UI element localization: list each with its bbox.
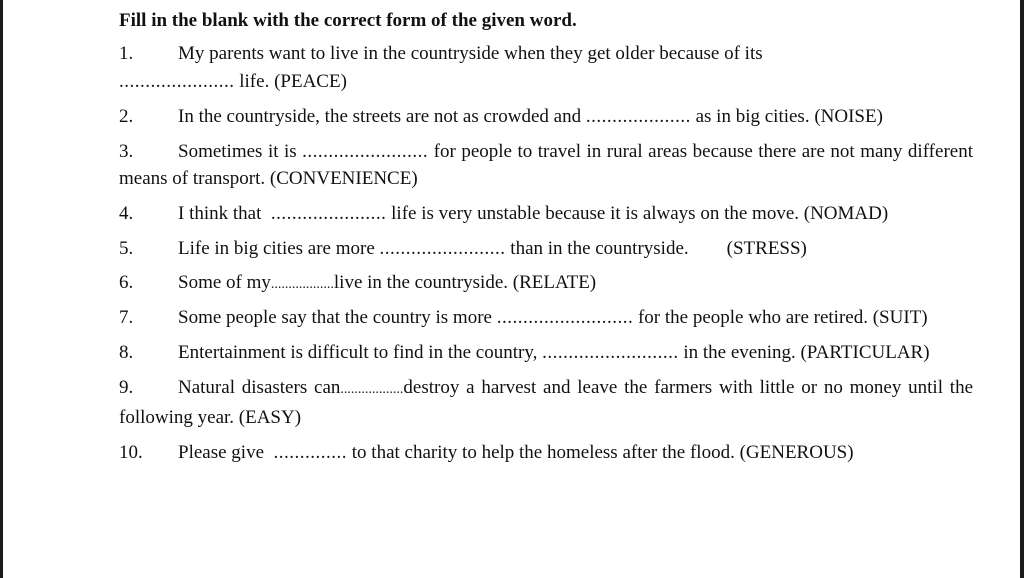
question-number: 10. xyxy=(119,441,143,463)
question-text-after: destroy a harvest and leave the farmers with little or no money until the following year. (EASY) xyxy=(119,377,974,428)
question-text-before: In the countryside, the streets are not as crowded and xyxy=(178,105,586,127)
answer-blank[interactable]: .................... xyxy=(585,105,691,127)
question-text-before: Natural disasters can xyxy=(178,377,341,398)
right-border xyxy=(1020,0,1024,578)
answer-blank[interactable]: ...................... xyxy=(270,203,387,224)
question-4 xyxy=(119,200,973,228)
question-number: 7. xyxy=(119,307,134,328)
question-text-after: as in big cities. (NOISE) xyxy=(690,105,883,127)
question-number: 1. xyxy=(119,43,134,64)
question-text-after: in the evening. (PARTICULAR) xyxy=(678,342,930,363)
question-text-after: than in the countryside. (STRESS) xyxy=(505,238,807,259)
question-text-after: for people to travel in rural areas because there are not many different means of transport. (CONVENIENCE) xyxy=(119,140,973,189)
answer-blank[interactable]: .......................... xyxy=(496,307,634,328)
answer-blank[interactable]: .......................... xyxy=(542,342,679,363)
question-9 xyxy=(119,374,973,431)
question-text-before: Sometimes it is xyxy=(178,140,303,162)
question-8 xyxy=(119,339,973,367)
question-text-before: Some people say that the country is more xyxy=(178,307,497,328)
answer-blank[interactable]: .................. xyxy=(340,382,404,397)
left-border xyxy=(0,0,3,578)
question-number: 6. xyxy=(119,271,134,293)
answer-blank[interactable]: ...................... xyxy=(119,70,235,92)
question-text-after: live in the countryside. (RELATE) xyxy=(333,271,597,293)
answer-blank[interactable]: .............. xyxy=(273,441,348,463)
worksheet-title: Fill in the blank with the correct form of the given word. xyxy=(119,10,577,31)
question-text-before: My parents want to live in the countryside when they get older because of its xyxy=(178,43,763,64)
question-6 xyxy=(119,269,973,299)
question-number: 4. xyxy=(119,203,134,224)
question-3 xyxy=(119,138,973,193)
question-number: 3. xyxy=(119,140,134,162)
question-number: 9. xyxy=(119,377,134,398)
question-text-before: Life in big cities are more xyxy=(178,238,380,259)
question-text-before: Some of my xyxy=(178,271,271,293)
worksheet xyxy=(119,8,973,472)
question-number: 5. xyxy=(119,238,134,259)
question-10 xyxy=(119,439,973,467)
question-text-after: to that charity to help the homeless after the flood. (GENEROUS) xyxy=(347,441,854,463)
question-7 xyxy=(119,304,973,332)
question-text-before: Please give xyxy=(178,441,274,463)
answer-blank[interactable]: .................. xyxy=(270,276,334,292)
question-1 xyxy=(119,40,973,95)
question-number: 2. xyxy=(119,105,134,127)
question-text-before: I think that xyxy=(178,203,271,224)
answer-blank[interactable]: ........................ xyxy=(379,238,506,259)
question-2 xyxy=(119,103,973,131)
question-text-after: life is very unstable because it is always on the move. (NOMAD) xyxy=(386,203,889,224)
question-5 xyxy=(119,235,973,263)
answer-blank[interactable]: ........................ xyxy=(302,140,429,162)
question-number: 8. xyxy=(119,342,134,363)
question-text-after: for the people who are retired. (SUIT) xyxy=(633,307,928,328)
question-text-after: life. (PEACE) xyxy=(234,70,347,92)
question-text-before: Entertainment is difficult to find in the country, xyxy=(178,342,543,363)
